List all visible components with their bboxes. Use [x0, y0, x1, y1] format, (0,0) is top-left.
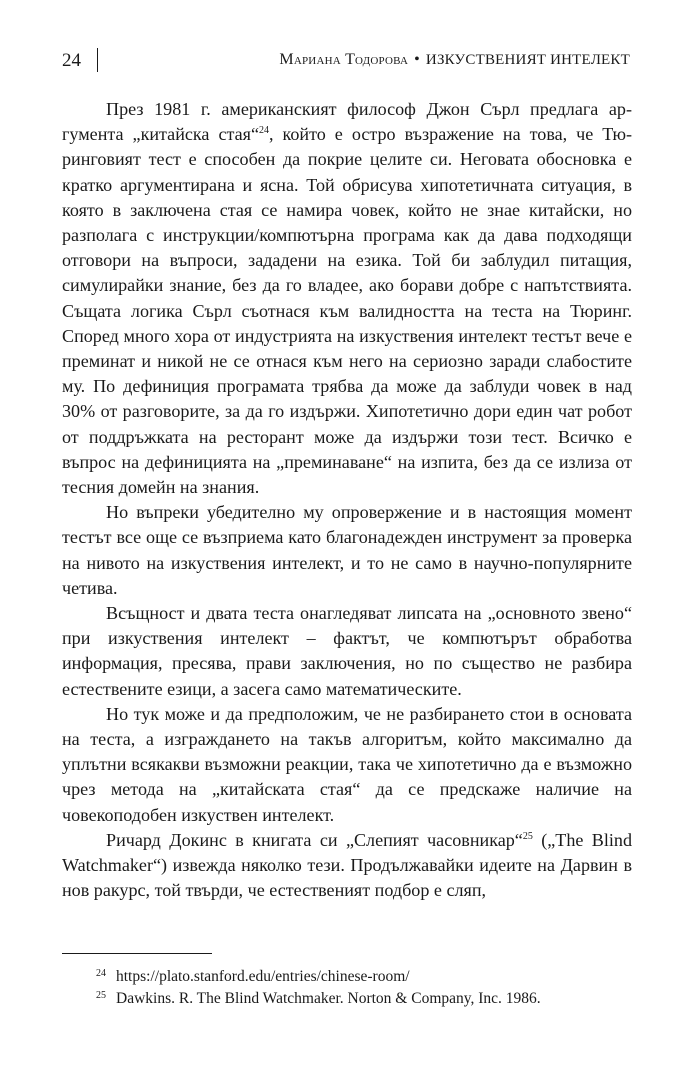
footnote-link[interactable]: https://plato.stanford.edu/entries/chinese-room/ [116, 968, 410, 985]
header-separator: • [414, 51, 420, 68]
running-head [279, 51, 630, 69]
footnote [62, 988, 632, 1010]
footnote-ref[interactable]: 24 [259, 125, 269, 137]
paragraph-text: Ричард Докинс в книгата си „Слепият часовникар“ [106, 829, 523, 850]
paragraph-text: През 1981 г. американският философ Джон Сърл предлага аргумента „китайска стая“ [62, 99, 632, 145]
footnotes [62, 966, 632, 1010]
footnote-text: Dawkins. R. The Blind Watchmaker. Norton & Company, Inc. 1986. [116, 990, 541, 1007]
footnote-ref[interactable]: 25 [522, 830, 533, 842]
paragraph-text: , който е остро възражение на това, че Тюринговият тест е способен да покрие целите си. Неговата обосновка е кратко аргументирана и ясна. Той обрисува хипотетичната ситуация, в която в заключена стая се намира човек, който не знае китайски, но разполага с инструкции/компютърна програма как да дава подходящи отговори на въпроси, зададени на езика. Той би заблудил питащия, симулирайки знание, без да го владее, ако борави добре с напътствията. Същата логика Сърл съотнася към валидността на теста на Тюринг. Според много хора от индустрията на изкуствения интелект тестът вече е преминат и никой не се отнася към него на сериозно заради слабостите му. По дефиниция програмата трябва да може да заблуди човек в над 30% от разговорите, за да го издържи. Хипотетично дори един чат робот от поддръжката на ресторант може да издържи този тест. Всичко е въпрос на дефиницията на „преминаване“ на изпита, без да се излиза от тесния домейн на знания. [62, 124, 632, 498]
paragraph: Всъщност и двата теста онагледяват липсата на „основното звено“ при изкуствения интелект – фактът, че компютърът обработва информация, пресява, прави заключения, но по същество не разбира естествените езици, а засега само математическите. [62, 603, 632, 699]
paragraph-text: („The Blind Watchmaker“) извежда няколко тези. Продължавайки идеите на Дарвин в нов ракурс, той твърди, че естественият подбор е сляп, [62, 829, 632, 901]
footnote-divider [62, 953, 212, 954]
body-text [62, 97, 632, 904]
book-title: ИЗКУСТВЕНИЯТ ИНТЕЛЕКТ [425, 52, 630, 68]
paragraph: Но тук може и да предположим, че не разбирането стои в основата на теста, а изграждането на такъв алгоритъм, който максимално да уплътни всякакви възможни реакции, така че хипотетично да е възможно чрез метода на „китайската стая“ да се предскаже наличие на човекоподобен изкуствен интелект. [62, 703, 632, 825]
footnote-number: 24 [96, 968, 106, 979]
author-name: Мариана Тодорова [279, 51, 409, 68]
paragraph [62, 97, 632, 500]
running-header [62, 50, 630, 74]
footnote-number: 25 [96, 990, 106, 1001]
paragraph: Но въпреки убедително му опровержение и в настоящия момент тестът все още се възприема като благонадежден инструмент за проверка на нивото на изкуствения интелект, и то не само в научно-популярните четива. [62, 502, 632, 598]
page-number-divider [97, 48, 98, 72]
footnote [62, 966, 632, 988]
paragraph [62, 828, 632, 904]
page-number: 24 [62, 50, 81, 71]
